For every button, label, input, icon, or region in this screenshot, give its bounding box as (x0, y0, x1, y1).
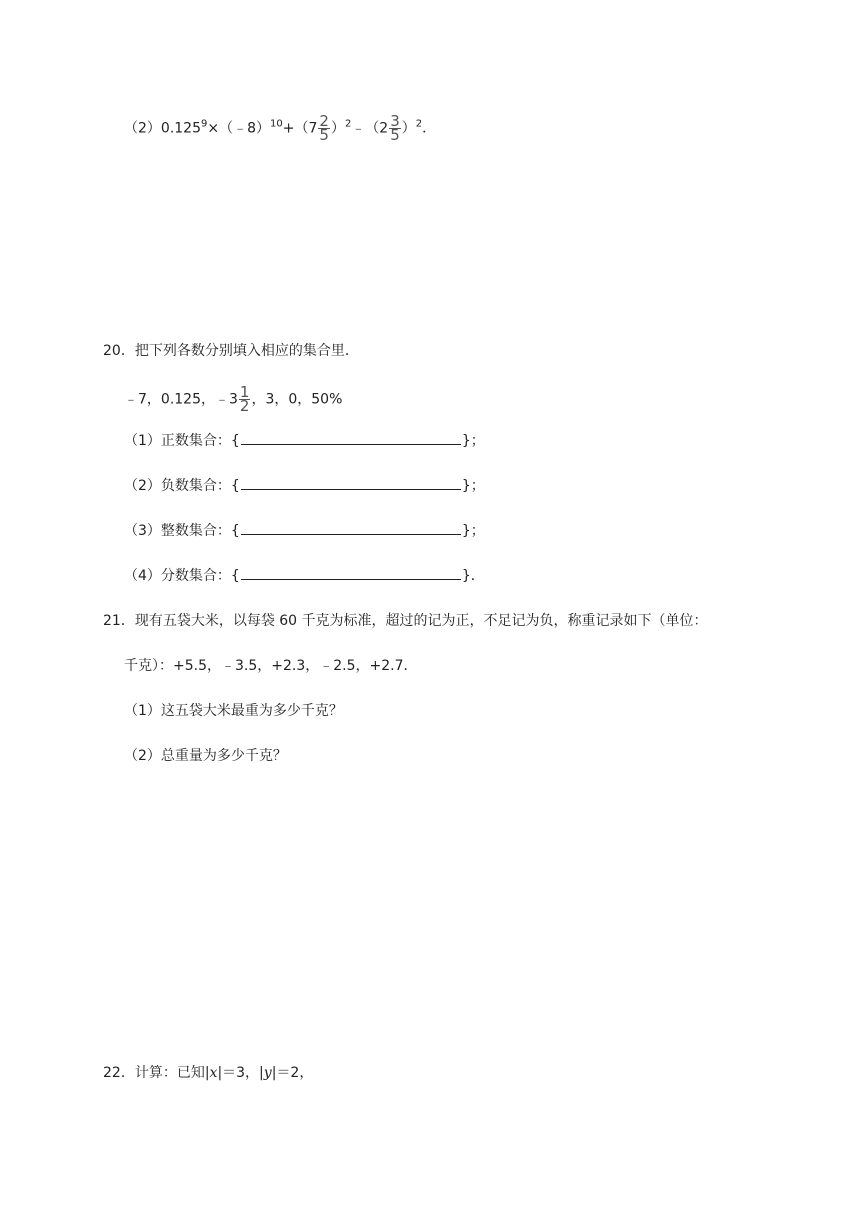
q20-positive-set: （1）正数集合：{ }； (124, 433, 485, 449)
fraction-3-5: $\frac{3}{5}$ (390, 112, 400, 144)
q19-part2-expression: $(2)0.125^9\times(﹣8)^{10}+(7$ $\frac{2}{5}$ ）$^2$﹣（2 $\frac{3}{5}$ ）$^2$． (124, 112, 437, 144)
q20-title: 20．把下列各数分别填入相应的集合里． (103, 343, 359, 359)
q20-integer-set: （3）整数集合：{ }； (124, 523, 485, 539)
answer-blank[interactable] (241, 521, 461, 535)
q21-line1: 21．现有五袋大米，以每袋 60 千克为标准，超过的记为正，不足记为负，称重记录如下（单位： (103, 613, 708, 629)
fraction-2-5: $\frac{2}{5}$ (319, 112, 329, 144)
q20-number-list: ﹣7，0.125，﹣3 $\frac{1}{2}$ ，3，0，50% (124, 383, 343, 415)
q20-negative-set: （2）负数集合：{ }； (124, 478, 485, 494)
answer-blank[interactable] (241, 476, 461, 490)
fraction-1-2: $\frac{1}{2}$ (239, 383, 250, 415)
q20-fraction-set: （4）分数集合：{ }． (124, 568, 485, 584)
answer-blank[interactable] (241, 431, 461, 445)
q22-title: 22．计算：已知|x|＝3，|y|＝2， (103, 1065, 314, 1081)
answer-blank[interactable] (241, 566, 461, 580)
q21-part2: （2）总重量为多少千克？ (124, 748, 287, 764)
q21-line2: 千克）：+5.5，﹣3.5，+2.3，﹣2.5，+2.7． (124, 658, 418, 674)
q21-part1: （1）这五袋大米最重为多少千克？ (124, 703, 343, 719)
